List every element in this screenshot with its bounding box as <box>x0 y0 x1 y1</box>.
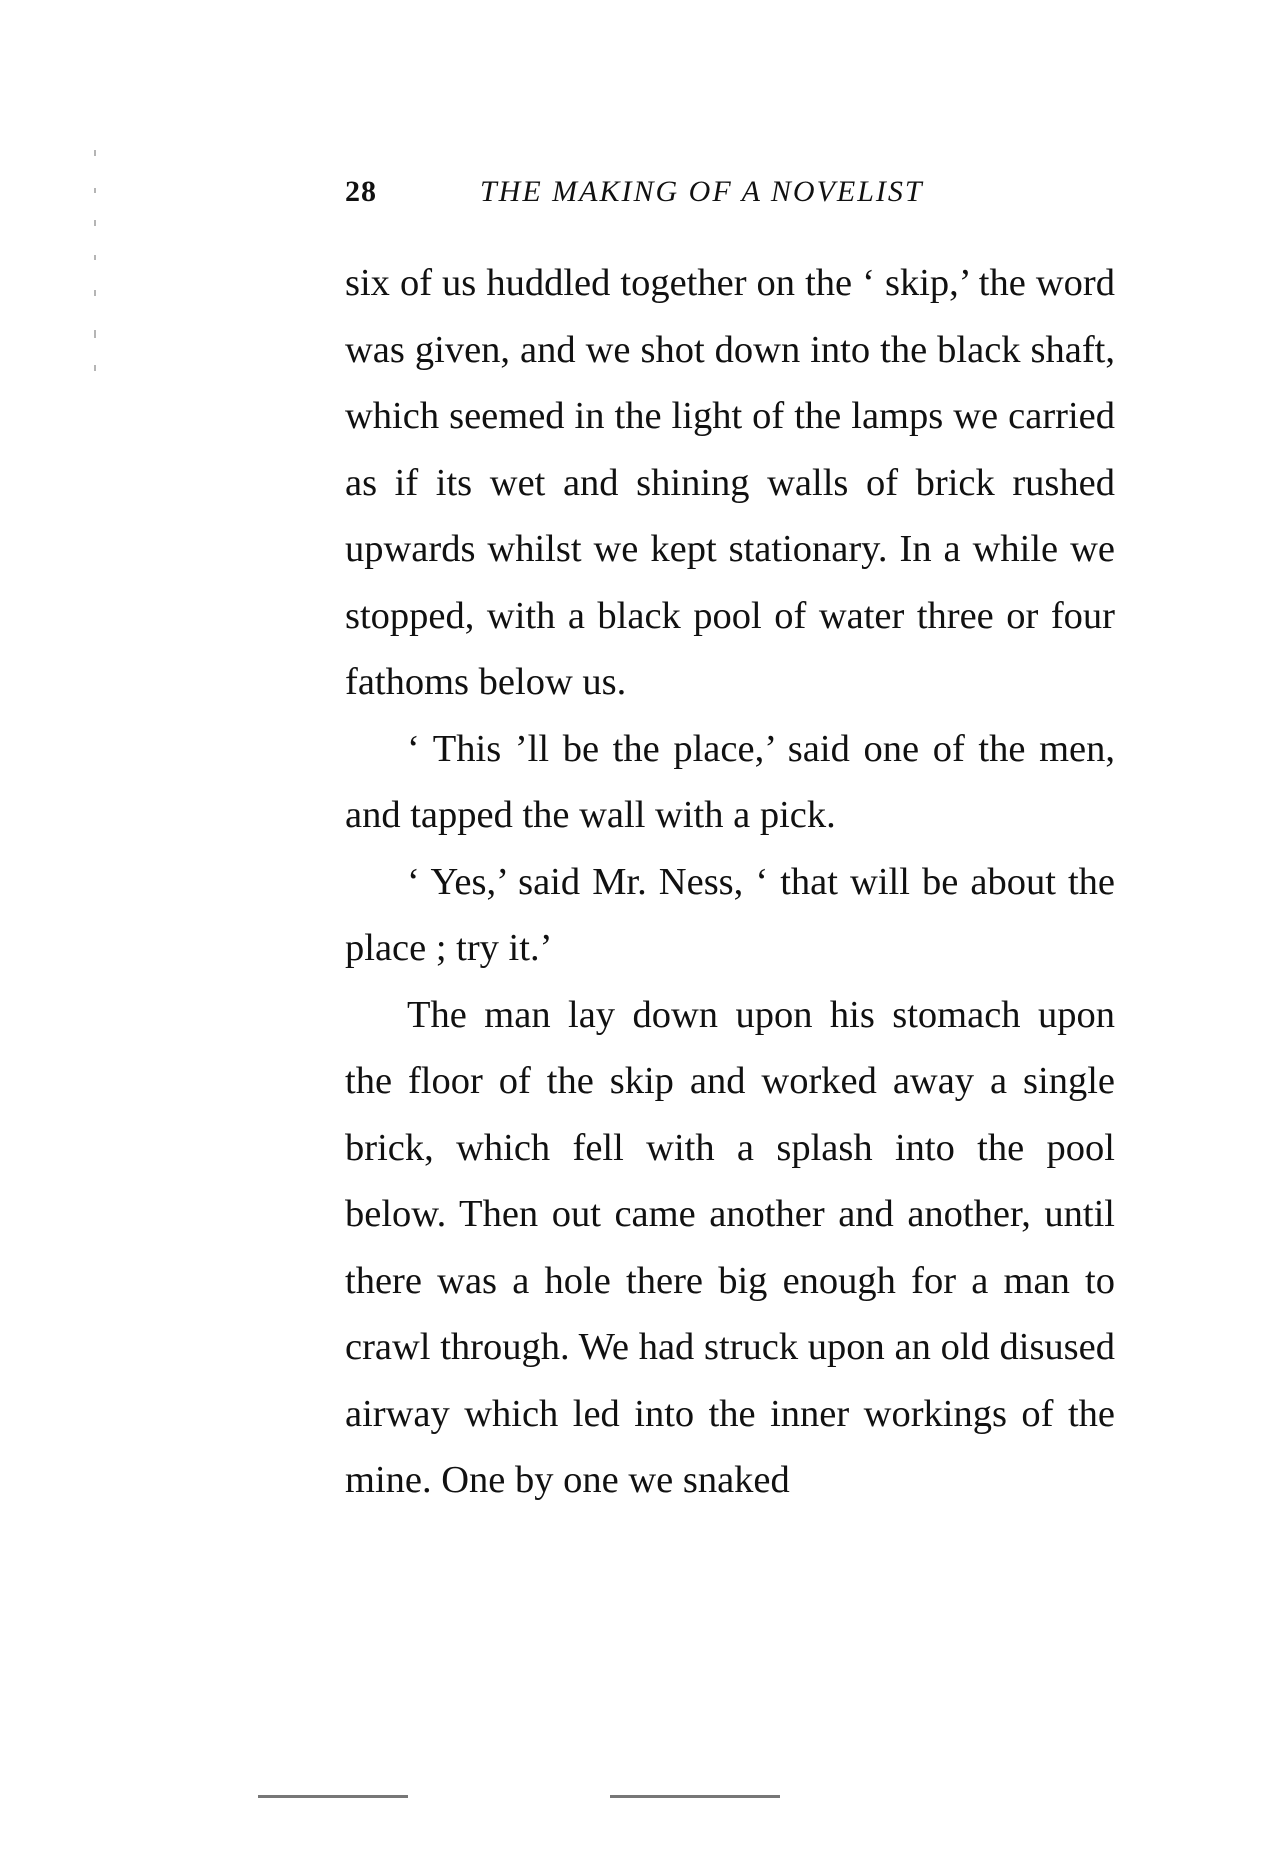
paragraph: six of us huddled together on the ‘ skip,’ the word was given, and we shot down into the black shaft, which seemed in the light of the lamps we carried as if its wet and shining walls of brick rushed upwards whilst we kept stationary. In a while we stopped, with a black pool of water three or four fathoms below us. <box>345 262 1115 703</box>
scan-smudge <box>610 1795 780 1798</box>
paragraph: ‘ This ’ll be the place,’ said one of the men, and tapped the wall with a pick. <box>345 727 1115 836</box>
running-head <box>345 172 1115 212</box>
page-number: 28 <box>345 175 377 208</box>
paragraph: ‘ Yes,’ said Mr. Ness, ‘ that will be about the place ; try it.’ <box>345 860 1115 969</box>
running-title: THE MAKING OF A NOVELIST <box>480 175 924 208</box>
scan-smudge <box>258 1795 408 1798</box>
body-text <box>345 250 1115 1514</box>
paragraph: The man lay down upon his stomach upon the floor of the skip and worked away a single brick, which fell with a splash into the pool below. Then out came another and another, until there was a hole there big enough for a man to crawl through. We had struck upon an old disused airway which led into the inner workings of the mine. One by one we snaked <box>345 993 1115 1501</box>
margin-marks <box>94 150 98 430</box>
